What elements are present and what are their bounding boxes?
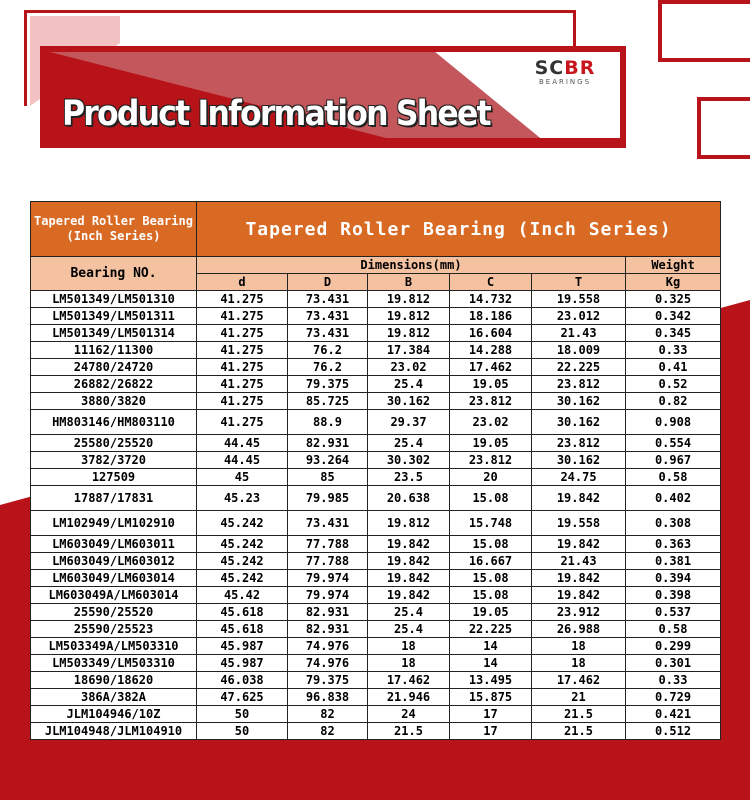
T-cell: 19.842	[532, 570, 626, 587]
T-cell: 26.988	[532, 621, 626, 638]
C-cell: 15.08	[450, 570, 532, 587]
decorative-frame-right-top	[658, 0, 750, 62]
table-row	[31, 435, 721, 452]
C-cell: 16.667	[450, 553, 532, 570]
col-header-D: D	[288, 274, 368, 291]
table-row	[31, 570, 721, 587]
D-cell: 82	[288, 723, 368, 740]
C-cell: 14	[450, 638, 532, 655]
bearing-no-cell: 127509	[31, 469, 197, 486]
d-cell: 45.242	[197, 511, 288, 536]
T-cell: 23.912	[532, 604, 626, 621]
bearing-no-cell: LM501349/LM501310	[31, 291, 197, 308]
bearing-no-cell: LM501349/LM501314	[31, 325, 197, 342]
T-cell: 19.842	[532, 587, 626, 604]
D-cell: 76.2	[288, 342, 368, 359]
table-row	[31, 359, 721, 376]
D-cell: 79.985	[288, 486, 368, 511]
D-cell: 73.431	[288, 511, 368, 536]
table-body	[31, 291, 721, 740]
d-cell: 45.987	[197, 638, 288, 655]
d-cell: 45.242	[197, 570, 288, 587]
bearing-no-cell: LM503349A/LM503310	[31, 638, 197, 655]
table-row	[31, 723, 721, 740]
weight-cell: 0.554	[626, 435, 721, 452]
col-header-kg: Kg	[626, 274, 721, 291]
d-cell: 44.45	[197, 452, 288, 469]
T-cell: 23.812	[532, 376, 626, 393]
D-cell: 85.725	[288, 393, 368, 410]
B-cell: 19.842	[368, 587, 450, 604]
series-label-cell: Tapered Roller Bearing (Inch Series)	[31, 202, 197, 257]
D-cell: 82	[288, 706, 368, 723]
D-cell: 79.974	[288, 570, 368, 587]
T-cell: 17.462	[532, 672, 626, 689]
table-row	[31, 604, 721, 621]
B-cell: 18	[368, 638, 450, 655]
table-row	[31, 672, 721, 689]
weight-cell: 0.421	[626, 706, 721, 723]
D-cell: 88.9	[288, 410, 368, 435]
table-row	[31, 452, 721, 469]
d-cell: 44.45	[197, 435, 288, 452]
B-cell: 30.162	[368, 393, 450, 410]
T-cell: 22.225	[532, 359, 626, 376]
D-cell: 96.838	[288, 689, 368, 706]
weight-cell: 0.729	[626, 689, 721, 706]
T-cell: 19.842	[532, 536, 626, 553]
brand-logo	[520, 58, 610, 86]
table-title-cell: Tapered Roller Bearing (Inch Series)	[197, 202, 721, 257]
D-cell: 79.375	[288, 376, 368, 393]
d-cell: 50	[197, 723, 288, 740]
C-cell: 23.812	[450, 452, 532, 469]
C-cell: 15.08	[450, 536, 532, 553]
T-cell: 21.5	[532, 723, 626, 740]
table-row	[31, 587, 721, 604]
C-cell: 14.732	[450, 291, 532, 308]
T-cell: 30.162	[532, 410, 626, 435]
D-cell: 77.788	[288, 553, 368, 570]
B-cell: 20.638	[368, 486, 450, 511]
d-cell: 41.275	[197, 393, 288, 410]
T-cell: 19.558	[532, 291, 626, 308]
col-header-d: d	[197, 274, 288, 291]
weight-cell: 0.308	[626, 511, 721, 536]
T-cell: 18	[532, 638, 626, 655]
D-cell: 74.976	[288, 638, 368, 655]
T-cell: 21.5	[532, 706, 626, 723]
T-cell: 21.43	[532, 325, 626, 342]
B-cell: 25.4	[368, 435, 450, 452]
C-cell: 14.288	[450, 342, 532, 359]
B-cell: 19.812	[368, 325, 450, 342]
weight-cell: 0.82	[626, 393, 721, 410]
D-cell: 76.2	[288, 359, 368, 376]
D-cell: 82.931	[288, 621, 368, 638]
B-cell: 18	[368, 655, 450, 672]
table-row	[31, 308, 721, 325]
B-cell: 21.946	[368, 689, 450, 706]
C-cell: 15.875	[450, 689, 532, 706]
T-cell: 18.009	[532, 342, 626, 359]
C-cell: 17	[450, 706, 532, 723]
C-cell: 16.604	[450, 325, 532, 342]
C-cell: 18.186	[450, 308, 532, 325]
d-cell: 41.275	[197, 376, 288, 393]
col-header-C: C	[450, 274, 532, 291]
weight-cell: 0.325	[626, 291, 721, 308]
d-cell: 45	[197, 469, 288, 486]
B-cell: 19.842	[368, 536, 450, 553]
bearing-no-cell: LM102949/LM102910	[31, 511, 197, 536]
d-cell: 45.618	[197, 604, 288, 621]
col-header-B: B	[368, 274, 450, 291]
table-row	[31, 655, 721, 672]
weight-cell: 0.345	[626, 325, 721, 342]
table-row	[31, 621, 721, 638]
d-cell: 46.038	[197, 672, 288, 689]
C-cell: 20	[450, 469, 532, 486]
group-header-row	[31, 257, 721, 274]
B-cell: 23.02	[368, 359, 450, 376]
bearing-no-header: Bearing NO.	[31, 257, 197, 291]
C-cell: 14	[450, 655, 532, 672]
B-cell: 23.5	[368, 469, 450, 486]
T-cell: 23.012	[532, 308, 626, 325]
bearing-no-cell: LM503349/LM503310	[31, 655, 197, 672]
d-cell: 45.618	[197, 621, 288, 638]
B-cell: 17.384	[368, 342, 450, 359]
B-cell: 29.37	[368, 410, 450, 435]
B-cell: 30.302	[368, 452, 450, 469]
T-cell: 19.558	[532, 511, 626, 536]
d-cell: 41.275	[197, 342, 288, 359]
table-row	[31, 511, 721, 536]
dimensions-header: Dimensions(mm)	[197, 257, 626, 274]
d-cell: 45.242	[197, 536, 288, 553]
bearing-no-cell: 25590/25523	[31, 621, 197, 638]
table-row	[31, 536, 721, 553]
weight-cell: 0.512	[626, 723, 721, 740]
weight-cell: 0.537	[626, 604, 721, 621]
T-cell: 19.842	[532, 486, 626, 511]
T-cell: 21	[532, 689, 626, 706]
D-cell: 77.788	[288, 536, 368, 553]
B-cell: 21.5	[368, 723, 450, 740]
B-cell: 17.462	[368, 672, 450, 689]
weight-cell: 0.33	[626, 672, 721, 689]
weight-cell: 0.394	[626, 570, 721, 587]
C-cell: 17.462	[450, 359, 532, 376]
bearing-no-cell: LM603049/LM603012	[31, 553, 197, 570]
product-table-container	[30, 201, 720, 740]
weight-cell: 0.381	[626, 553, 721, 570]
T-cell: 18	[532, 655, 626, 672]
table-row	[31, 469, 721, 486]
C-cell: 23.812	[450, 393, 532, 410]
table-row	[31, 393, 721, 410]
T-cell: 30.162	[532, 452, 626, 469]
bearing-no-cell: 3880/3820	[31, 393, 197, 410]
weight-cell: 0.41	[626, 359, 721, 376]
d-cell: 41.275	[197, 410, 288, 435]
logo-accent: BR	[564, 57, 596, 79]
D-cell: 82.931	[288, 435, 368, 452]
weight-cell: 0.342	[626, 308, 721, 325]
C-cell: 17	[450, 723, 532, 740]
table-row	[31, 291, 721, 308]
bearing-no-cell: 11162/11300	[31, 342, 197, 359]
bearing-no-cell: 17887/17831	[31, 486, 197, 511]
B-cell: 19.842	[368, 570, 450, 587]
bearing-no-cell: LM603049/LM603011	[31, 536, 197, 553]
table-row	[31, 486, 721, 511]
weight-cell: 0.967	[626, 452, 721, 469]
weight-cell: 0.908	[626, 410, 721, 435]
B-cell: 24	[368, 706, 450, 723]
d-cell: 41.275	[197, 325, 288, 342]
C-cell: 23.02	[450, 410, 532, 435]
bearing-no-cell: 25580/25520	[31, 435, 197, 452]
bearing-no-cell: 386A/382A	[31, 689, 197, 706]
bearing-no-cell: 25590/25520	[31, 604, 197, 621]
d-cell: 45.987	[197, 655, 288, 672]
weight-cell: 0.363	[626, 536, 721, 553]
D-cell: 74.976	[288, 655, 368, 672]
T-cell: 21.43	[532, 553, 626, 570]
bearing-no-cell: 18690/18620	[31, 672, 197, 689]
bearing-no-cell: LM603049/LM603014	[31, 570, 197, 587]
page-title: Product Information Sheet	[62, 94, 490, 134]
d-cell: 50	[197, 706, 288, 723]
B-cell: 19.842	[368, 553, 450, 570]
weight-cell: 0.402	[626, 486, 721, 511]
D-cell: 82.931	[288, 604, 368, 621]
bearing-no-cell: HM803146/HM803110	[31, 410, 197, 435]
d-cell: 41.275	[197, 308, 288, 325]
T-cell: 30.162	[532, 393, 626, 410]
C-cell: 13.495	[450, 672, 532, 689]
B-cell: 25.4	[368, 604, 450, 621]
bearing-no-cell: 24780/24720	[31, 359, 197, 376]
C-cell: 15.08	[450, 486, 532, 511]
D-cell: 73.431	[288, 308, 368, 325]
d-cell: 45.242	[197, 553, 288, 570]
B-cell: 19.812	[368, 308, 450, 325]
weight-cell: 0.33	[626, 342, 721, 359]
decorative-frame-right-small	[697, 97, 750, 159]
bearing-no-cell: LM501349/LM501311	[31, 308, 197, 325]
d-cell: 45.23	[197, 486, 288, 511]
B-cell: 25.4	[368, 621, 450, 638]
weight-cell: 0.58	[626, 469, 721, 486]
D-cell: 93.264	[288, 452, 368, 469]
weight-cell: 0.398	[626, 587, 721, 604]
col-header-T: T	[532, 274, 626, 291]
table-row	[31, 638, 721, 655]
D-cell: 79.375	[288, 672, 368, 689]
bearing-no-cell: JLM104948/JLM104910	[31, 723, 197, 740]
weight-cell: 0.58	[626, 621, 721, 638]
D-cell: 79.974	[288, 587, 368, 604]
table-row	[31, 342, 721, 359]
C-cell: 19.05	[450, 604, 532, 621]
C-cell: 15.748	[450, 511, 532, 536]
table-row	[31, 410, 721, 435]
bearing-no-cell: 3782/3720	[31, 452, 197, 469]
bearing-no-cell: LM603049A/LM603014	[31, 587, 197, 604]
d-cell: 41.275	[197, 291, 288, 308]
weight-header: Weight	[626, 257, 721, 274]
logo-subtitle: BEARINGS	[538, 78, 592, 86]
weight-cell: 0.301	[626, 655, 721, 672]
B-cell: 19.812	[368, 511, 450, 536]
table-row	[31, 376, 721, 393]
weight-cell: 0.52	[626, 376, 721, 393]
table-row	[31, 553, 721, 570]
d-cell: 45.42	[197, 587, 288, 604]
logo-prefix: SC	[534, 57, 565, 79]
product-table	[30, 201, 721, 740]
d-cell: 47.625	[197, 689, 288, 706]
table-title-row	[31, 202, 721, 257]
D-cell: 73.431	[288, 325, 368, 342]
B-cell: 25.4	[368, 376, 450, 393]
bearing-no-cell: JLM104946/10Z	[31, 706, 197, 723]
weight-cell: 0.299	[626, 638, 721, 655]
table-row	[31, 325, 721, 342]
C-cell: 19.05	[450, 376, 532, 393]
d-cell: 41.275	[197, 359, 288, 376]
D-cell: 85	[288, 469, 368, 486]
C-cell: 22.225	[450, 621, 532, 638]
T-cell: 23.812	[532, 435, 626, 452]
C-cell: 15.08	[450, 587, 532, 604]
C-cell: 19.05	[450, 435, 532, 452]
D-cell: 73.431	[288, 291, 368, 308]
table-row	[31, 706, 721, 723]
T-cell: 24.75	[532, 469, 626, 486]
table-row	[31, 689, 721, 706]
bearing-no-cell: 26882/26822	[31, 376, 197, 393]
B-cell: 19.812	[368, 291, 450, 308]
